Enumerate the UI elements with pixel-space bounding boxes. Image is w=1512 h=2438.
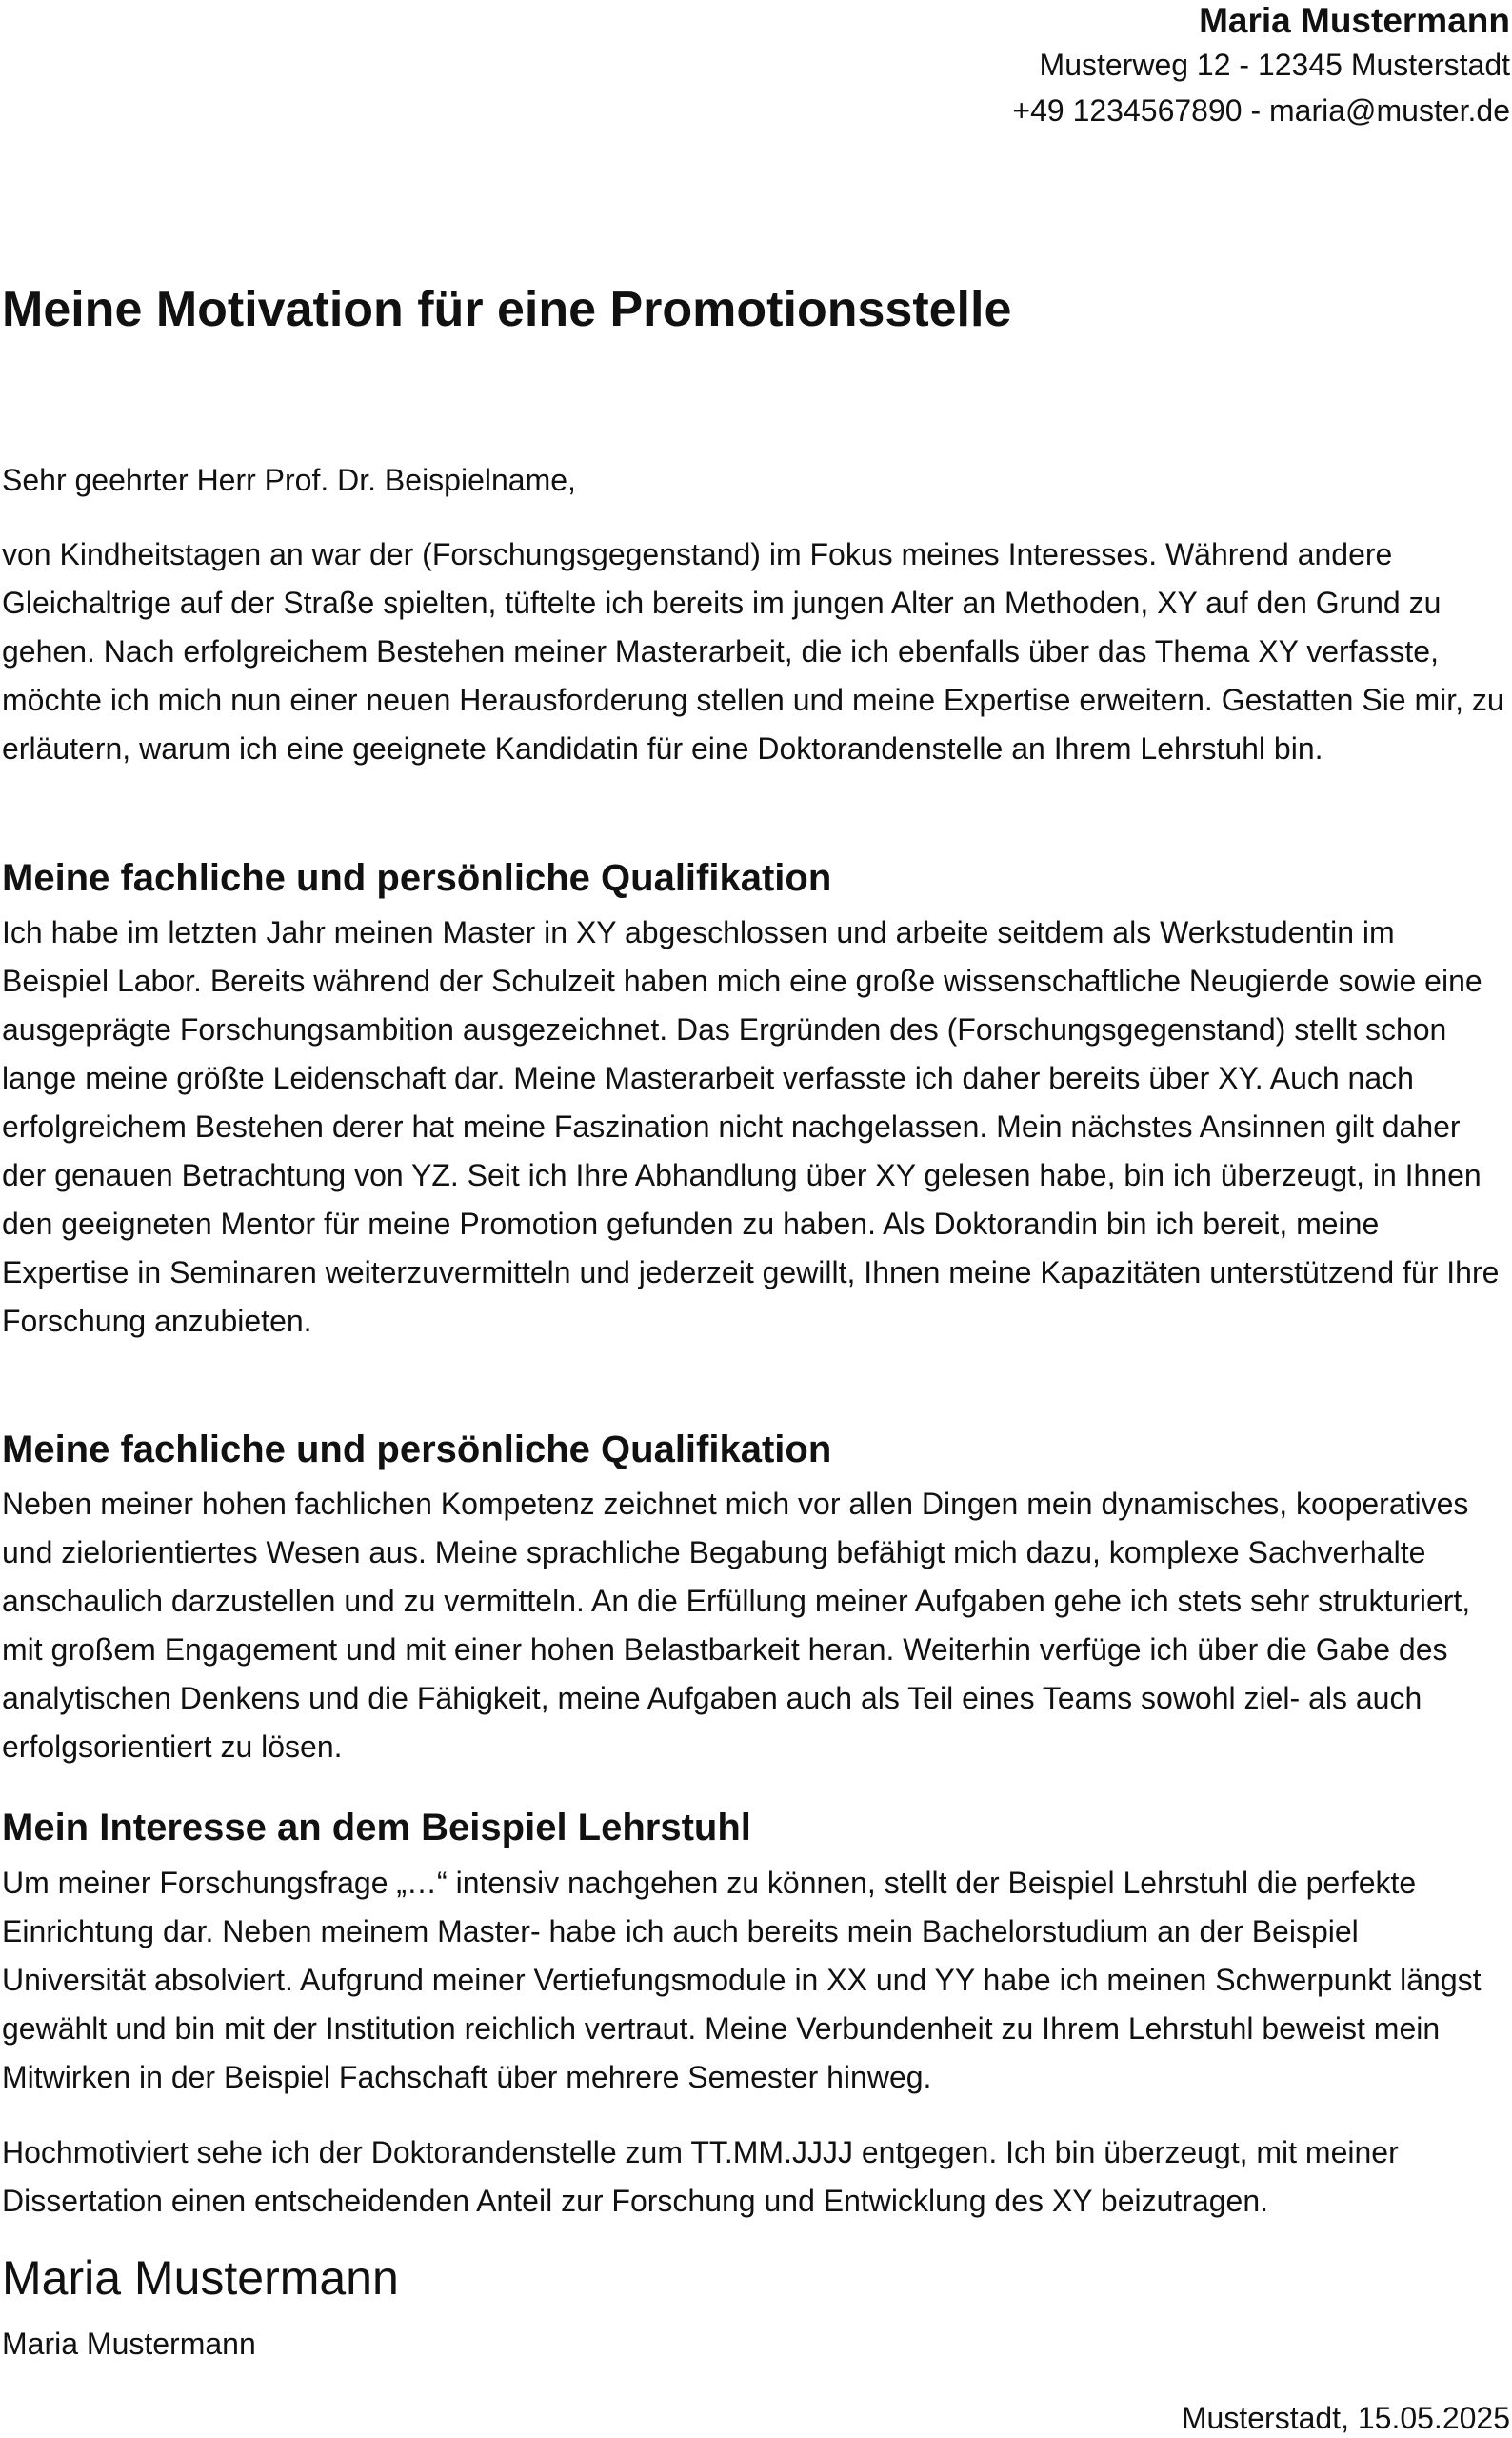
signature: Maria Mustermann [2,2251,399,2305]
section-heading-qualification: Meine fachliche und persönliche Qualifikation [2,857,832,899]
intro-paragraph: von Kindheitstagen an war der (Forschungsgegenstand) im Fokus meines Interesses. Während andere Gleichaltrige auf der Straße spielten, tüftelte ich bereits im jungen Alter an Methoden, XY auf den Grund zu gehen. Nach erfolgreichem Bestehen meiner Masterarbeit, die ich ebenfalls über das Thema XY verfasste, möchte ich mich nun einer neuen Herausforderung stellen und meine Expertise erweitern. Gestatten Sie mir, zu erläutern, warum ich eine geeignete Kandidatin für eine Doktorandenstelle an Ihrem Lehrstuhl bin. [2,537,1504,766]
section-heading-qualification-personal: Meine fachliche und persönliche Qualifikation [2,1429,832,1470]
section-body-qualification: Ich habe im letzten Jahr meinen Master in XY abgeschlossen und arbeite seitdem als Werkstudentin im Beispiel Labor. Bereits während der Schulzeit haben mich eine große wissenschaftliche Neugierde sowie eine ausgeprägte Forschungsambition ausgezeichnet. Das Ergründen des (Forschungsgegenstand) stellt schon lange meine größte Leidenschaft dar. Meine Masterarbeit verfasste ich daher bereits über XY. Auch nach erfolgreichem Bestehen derer hat meine Faszination nicht nachgelassen. Mein nächstes Ansinnen gilt daher der genauen Betrachtung von YZ. Seit ich Ihre Abhandlung über XY gelesen habe, bin ich überzeugt, in Ihnen den geeigneten Mentor für meine Promotion gefunden zu haben. Als Doktorandin bin ich bereit, meine Expertise in Seminaren weiterzuvermitteln und jederzeit gewillt, Ihnen meine Kapazitäten unterstützend für Ihre Forschung anzubieten. [2,915,1500,1338]
sender-block [1012,0,1510,133]
section-heading-interest: Mein Interesse an dem Beispiel Lehrstuhl [2,1807,751,1848]
section-body-interest: Um meiner Forschungsfrage „…“ intensiv nachgehen zu können, stellt der Beispiel Lehrstuhl die perfekte Einrichtung dar. Neben meinem Master- habe ich auch bereits mein Bachelorstudium an der Beispiel Universität absolviert. Aufgrund meiner Vertiefungsmodule in XX und YY habe ich meinen Schwerpunkt längst gewählt und bin mit der Institution reichlich vertraut. Meine Verbundenheit zu Ihrem Lehrstuhl beweist mein Mitwirken in der Beispiel Fachschaft über mehrere Semester hinweg. [2,1866,1482,2094]
letter-title: Meine Motivation für eine Promotionsstelle [2,282,1012,337]
closing-paragraph: Hochmotiviert sehe ich der Doktorandenstelle zum TT.MM.JJJJ entgegen. Ich bin überzeugt, mit meiner Dissertation einen entscheidenden Anteil zur Forschung und Entwicklung des XY beizutragen. [2,2135,1399,2218]
signature-name: Maria Mustermann [2,2327,256,2361]
sender-contact: +49 1234567890 - maria@muster.de [1012,93,1510,128]
salutation: Sehr geehrter Herr Prof. Dr. Beispielname, [2,463,576,497]
sender-name: Maria Mustermann [1199,1,1510,40]
section-body-qualification-personal: Neben meiner hohen fachlichen Kompetenz zeichnet mich vor allen Dingen mein dynamisches, kooperatives und zielorientiertes Wesen aus. Meine sprachliche Begabung befähigt mich dazu, komplexe Sachverhalte anschaulich darzustellen und zu vermitteln. An die Erfüllung meiner Aufgaben gehe ich stets sehr strukturiert, mit großem Engagement und mit einer hohen Belastbarkeit heran. Weiterhin verfüge ich über die Gabe des analytischen Denkens und die Fähigkeit, meine Aufgaben auch als Teil eines Teams sowohl ziel- als auch erfolgsorientiert zu lösen. [2,1487,1471,1764]
place-date: Musterstadt, 15.05.2025 [1181,2401,1510,2435]
sender-address: Musterweg 12 - 12345 Musterstadt [1039,48,1510,82]
